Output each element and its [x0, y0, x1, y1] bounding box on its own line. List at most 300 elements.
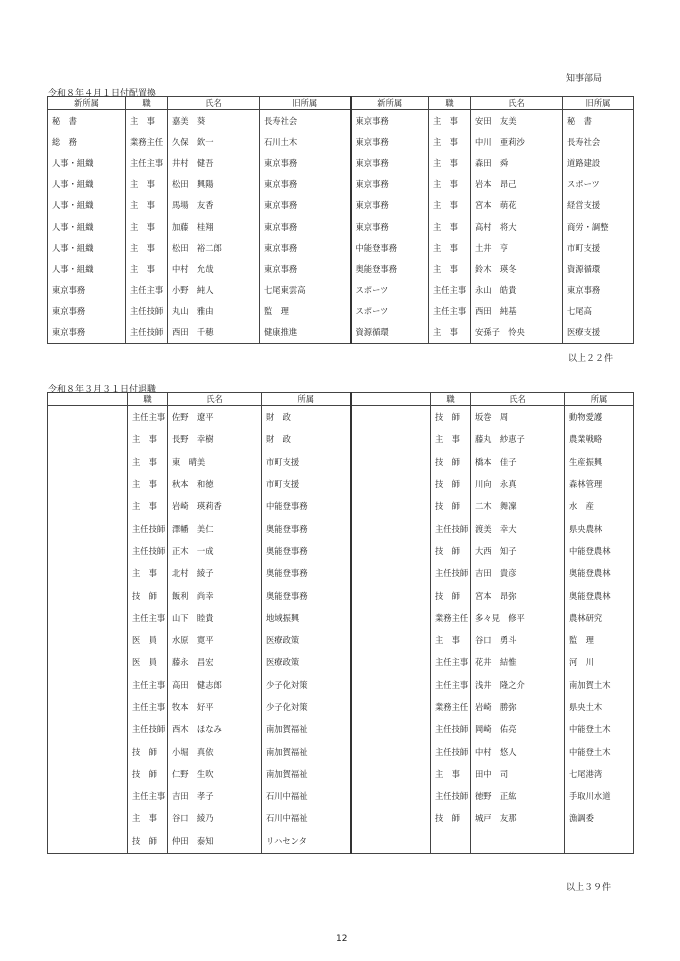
table-cell — [351, 763, 431, 785]
table-cell: 長野 幸樹 — [168, 428, 262, 450]
table-cell — [351, 830, 431, 854]
table-cell: 花井 結惟 — [471, 651, 565, 673]
table-cell — [48, 473, 128, 495]
table-cell — [431, 830, 471, 854]
table-header-row — [48, 97, 634, 110]
table-cell: スポーツ — [351, 301, 429, 322]
table-cell: 東京事務 — [351, 195, 429, 216]
table-row — [48, 495, 634, 517]
table-cell: 主 事 — [128, 562, 168, 584]
table-cell — [48, 540, 128, 562]
table-cell — [351, 718, 431, 740]
table-row — [48, 216, 634, 237]
table-cell: 澤幡 美仁 — [168, 517, 262, 539]
table-cell: 宮本 昂弥 — [471, 584, 565, 606]
table-cell: 主 事 — [126, 216, 168, 237]
table-cell: 農業戦略 — [565, 428, 634, 450]
table-cell: 主 事 — [429, 237, 471, 258]
table-cell: 東京事務 — [48, 280, 126, 301]
table-row — [48, 763, 634, 785]
table-cell: 人事・組織 — [48, 152, 126, 173]
table-cell: 人事・組織 — [48, 237, 126, 258]
table-cell: 業務主任 — [431, 607, 471, 629]
table-row — [48, 696, 634, 718]
table-cell: 奥能登事務 — [262, 540, 351, 562]
table-row — [48, 629, 634, 651]
table-cell: 主任主事 — [429, 301, 471, 322]
table-row — [48, 718, 634, 740]
table-cell — [351, 807, 431, 829]
section1-title: 令和８年４月１日付配置換 — [48, 89, 157, 99]
table-cell: 森田 舜 — [471, 152, 563, 173]
table-cell — [351, 540, 431, 562]
table-cell: 医療政策 — [262, 629, 351, 651]
table-cell: 丸山 雅由 — [168, 301, 260, 322]
table-cell: 小野 純人 — [168, 280, 260, 301]
table-cell: 正木 一成 — [168, 540, 262, 562]
table-cell: 医療政策 — [262, 651, 351, 673]
table-cell: 主 事 — [128, 473, 168, 495]
table-cell: 秘 書 — [48, 110, 126, 132]
table-cell: 主 事 — [429, 174, 471, 195]
table-cell: 少子化対策 — [262, 696, 351, 718]
table-cell: 人事・組織 — [48, 216, 126, 237]
col-header: 職 — [128, 393, 168, 406]
table-cell: 技 師 — [431, 540, 471, 562]
table-row — [48, 195, 634, 216]
table-cell: 主 事 — [126, 174, 168, 195]
table-cell: 秋本 和徳 — [168, 473, 262, 495]
table-cell: 南加賀土木 — [565, 674, 634, 696]
table-cell: 多々見 修平 — [471, 607, 565, 629]
table-cell — [351, 406, 431, 429]
table-cell: 嘉美 葵 — [168, 110, 260, 132]
table-cell: 水 産 — [565, 495, 634, 517]
table-cell: 少子化対策 — [262, 674, 351, 696]
table-cell: 二木 舞凜 — [471, 495, 565, 517]
table-cell: 主 事 — [126, 195, 168, 216]
table-cell: 技 師 — [431, 406, 471, 429]
table-cell: 人事・組織 — [48, 174, 126, 195]
table-row — [48, 322, 634, 344]
table-row — [48, 651, 634, 673]
table-cell: 技 師 — [128, 740, 168, 762]
table-cell: 安田 友美 — [471, 110, 563, 132]
table-row — [48, 237, 634, 258]
table-cell: 東京事務 — [260, 152, 351, 173]
col-header: 新所属 — [48, 97, 126, 110]
table-cell: 永山 皓貴 — [471, 280, 563, 301]
table-row — [48, 785, 634, 807]
section2-count: 以上３９件 — [566, 883, 612, 893]
table-cell: 高田 健志郎 — [168, 674, 262, 696]
table-cell: 東京事務 — [351, 131, 429, 152]
table-cell — [351, 584, 431, 606]
table-cell: 岩崎 瑛莉香 — [168, 495, 262, 517]
table-cell: 監 理 — [565, 629, 634, 651]
table-cell: 西木 ほなみ — [168, 718, 262, 740]
table-cell: 県央農林 — [565, 517, 634, 539]
table-cell — [48, 629, 128, 651]
table-cell: 東京事務 — [48, 301, 126, 322]
table-row — [48, 451, 634, 473]
table-cell: 手取川水道 — [565, 785, 634, 807]
table-cell: 主 事 — [128, 428, 168, 450]
table-cell: 奥能登事務 — [262, 517, 351, 539]
table-cell: 城戸 友那 — [471, 807, 565, 829]
table-cell: 動物愛護 — [565, 406, 634, 429]
table-cell: 農林研究 — [565, 607, 634, 629]
table-cell: 奥能登事務 — [262, 584, 351, 606]
table-cell: 山下 睦貴 — [168, 607, 262, 629]
table-cell — [351, 740, 431, 762]
table-cell — [48, 740, 128, 762]
section1-count: 以上２２件 — [568, 354, 614, 364]
table-cell: 主 事 — [128, 807, 168, 829]
table-cell: 石川中福祉 — [262, 807, 351, 829]
table-row — [48, 607, 634, 629]
table-cell — [565, 830, 634, 854]
table-cell — [351, 696, 431, 718]
table-cell: 総 務 — [48, 131, 126, 152]
table-cell: 奥能登農林 — [565, 562, 634, 584]
table-cell: 主任技師 — [128, 718, 168, 740]
table-cell: 主任主事 — [126, 152, 168, 173]
table-cell: 技 師 — [431, 495, 471, 517]
table-cell: 主 事 — [429, 195, 471, 216]
table-cell: 技 師 — [431, 473, 471, 495]
table-row — [48, 110, 634, 132]
table-cell: 主 事 — [429, 216, 471, 237]
table-cell — [48, 406, 128, 429]
table-cell: 東京事務 — [260, 174, 351, 195]
table-cell: 市町支援 — [563, 237, 634, 258]
table-cell: 技 師 — [128, 830, 168, 854]
table-cell — [351, 562, 431, 584]
table-row — [48, 674, 634, 696]
table-row — [48, 174, 634, 195]
table-row — [48, 740, 634, 762]
table-cell: 七尾東雲高 — [260, 280, 351, 301]
table-cell: 主 事 — [126, 110, 168, 132]
table-cell: 石川中福祉 — [262, 785, 351, 807]
table-cell: 主 事 — [429, 131, 471, 152]
table-cell — [48, 785, 128, 807]
table-cell: 森林管理 — [565, 473, 634, 495]
col-header: 職 — [126, 97, 168, 110]
table-cell: 主 事 — [429, 110, 471, 132]
table-cell: 東京事務 — [260, 258, 351, 279]
table-cell: 田中 司 — [471, 763, 565, 785]
table-row — [48, 131, 634, 152]
table-cell: 吉田 貴彦 — [471, 562, 565, 584]
table-cell: 主 事 — [431, 428, 471, 450]
col-header: 職 — [431, 393, 471, 406]
table-header-row — [48, 393, 634, 406]
table-cell — [48, 562, 128, 584]
table-row — [48, 473, 634, 495]
table-cell: 坂巻 周 — [471, 406, 565, 429]
table-cell: 人事・組織 — [48, 258, 126, 279]
table-cell — [48, 607, 128, 629]
table-cell — [48, 674, 128, 696]
table-row — [48, 406, 634, 429]
table-cell — [351, 495, 431, 517]
table-cell: 主任技師 — [431, 785, 471, 807]
table-row — [48, 562, 634, 584]
table-cell: 主任主事 — [431, 651, 471, 673]
table-cell: 主 事 — [128, 451, 168, 473]
table-cell: 主 事 — [429, 322, 471, 344]
table-cell: 主任主事 — [126, 280, 168, 301]
table-cell: 浅井 隆之介 — [471, 674, 565, 696]
table-cell — [351, 629, 431, 651]
col-header: 氏名 — [471, 97, 563, 110]
table-cell: 吉田 孝子 — [168, 785, 262, 807]
table-cell: 主任主事 — [431, 674, 471, 696]
table-cell: 仁野 生吹 — [168, 763, 262, 785]
table-cell — [351, 674, 431, 696]
table-cell: 資源循環 — [351, 322, 429, 344]
table-cell: 中能登土木 — [565, 718, 634, 740]
table-cell: 東京事務 — [351, 174, 429, 195]
table-cell: 渡美 幸大 — [471, 517, 565, 539]
table-cell: 長寿社会 — [260, 110, 351, 132]
table-cell: 主任主事 — [128, 406, 168, 429]
table-cell: 漁調委 — [565, 807, 634, 829]
table-cell: 人事・組織 — [48, 195, 126, 216]
table-cell: スポーツ — [351, 280, 429, 301]
table-cell: 奥能登農林 — [565, 584, 634, 606]
table-cell: 長寿社会 — [563, 131, 634, 152]
table-cell: 監 理 — [260, 301, 351, 322]
table-cell: 岡崎 佑亮 — [471, 718, 565, 740]
table-cell: 中能登事務 — [351, 237, 429, 258]
table-cell: 藤永 昌宏 — [168, 651, 262, 673]
table-cell: 地域振興 — [262, 607, 351, 629]
table-cell: 技 師 — [128, 584, 168, 606]
table-cell: 主任技師 — [126, 301, 168, 322]
table-cell: 技 師 — [431, 584, 471, 606]
table-cell: 仲田 泰知 — [168, 830, 262, 854]
col-header: 旧所属 — [563, 97, 634, 110]
table-cell: 南加賀福祉 — [262, 740, 351, 762]
table-cell: 主任主事 — [429, 280, 471, 301]
table-cell: 奥能登事務 — [262, 562, 351, 584]
table-cell: 道路建設 — [563, 152, 634, 173]
table-cell: 主 事 — [126, 237, 168, 258]
table-cell: 佐野 遼平 — [168, 406, 262, 429]
table-row — [48, 152, 634, 173]
table-cell — [351, 651, 431, 673]
table-cell: 西田 純基 — [471, 301, 563, 322]
table-cell: 主 事 — [429, 152, 471, 173]
table-cell: 七尾高 — [563, 301, 634, 322]
col-header: 旧所属 — [260, 97, 351, 110]
table-row — [48, 807, 634, 829]
table-cell: 東京事務 — [48, 322, 126, 344]
table-cell: 中能登農林 — [565, 540, 634, 562]
table-cell: 東京事務 — [563, 280, 634, 301]
table-cell: 東京事務 — [260, 216, 351, 237]
table-cell — [48, 584, 128, 606]
col-header: 所属 — [262, 393, 351, 406]
col-header: 氏名 — [168, 393, 262, 406]
table-row — [48, 540, 634, 562]
table-cell — [351, 428, 431, 450]
table-row — [48, 517, 634, 539]
table-cell: 主任技師 — [431, 740, 471, 762]
table-cell: 東京事務 — [351, 110, 429, 132]
table-row — [48, 258, 634, 279]
table-cell: 牧本 好平 — [168, 696, 262, 718]
col-header — [48, 393, 128, 406]
table-cell — [48, 807, 128, 829]
table-cell: 経営支援 — [563, 195, 634, 216]
table-row — [48, 280, 634, 301]
table-cell: 東京事務 — [351, 152, 429, 173]
col-header: 職 — [429, 97, 471, 110]
section2-title: 令和８年３月３１日付退職 — [48, 385, 157, 395]
table-cell: 松田 興陽 — [168, 174, 260, 195]
page-number: 12 — [336, 934, 348, 944]
table-row — [48, 301, 634, 322]
table-cell: 生産振興 — [565, 451, 634, 473]
table-cell: 健康推進 — [260, 322, 351, 344]
table-cell: 小堀 真依 — [168, 740, 262, 762]
table-cell: スポーツ — [563, 174, 634, 195]
table-cell: 川向 永真 — [471, 473, 565, 495]
table-cell: 医 員 — [128, 651, 168, 673]
table-cell: 東 晴美 — [168, 451, 262, 473]
table-cell: 藤丸 紗恵子 — [471, 428, 565, 450]
table-cell — [48, 517, 128, 539]
table-cell: 市町支援 — [262, 473, 351, 495]
table-cell: 河 川 — [565, 651, 634, 673]
table-cell: 主 事 — [431, 629, 471, 651]
table-cell: 馬場 友香 — [168, 195, 260, 216]
table-cell: 商労・調整 — [563, 216, 634, 237]
table-cell: 北村 綾子 — [168, 562, 262, 584]
table-cell: 鈴木 瑛冬 — [471, 258, 563, 279]
table-cell: 秘 書 — [563, 110, 634, 132]
table-cell: 主 事 — [126, 258, 168, 279]
table-cell: 主任技師 — [431, 718, 471, 740]
col-header: 所属 — [565, 393, 634, 406]
table-cell: 財 政 — [262, 406, 351, 429]
table-cell — [48, 718, 128, 740]
table-cell — [48, 696, 128, 718]
table-cell: 橋本 佳子 — [471, 451, 565, 473]
table-cell: 東京事務 — [351, 216, 429, 237]
table-cell: 市町支援 — [262, 451, 351, 473]
table-cell: 東京事務 — [260, 195, 351, 216]
table-cell: 技 師 — [431, 451, 471, 473]
table-cell: 業務主任 — [126, 131, 168, 152]
table-cell: 徳野 正紘 — [471, 785, 565, 807]
table-cell: 主 事 — [429, 258, 471, 279]
table-cell: 主任主事 — [128, 785, 168, 807]
table-cell: 中能登土木 — [565, 740, 634, 762]
table-cell: 飯利 尚幸 — [168, 584, 262, 606]
table-cell — [351, 607, 431, 629]
retirement-table — [47, 392, 634, 854]
table-cell: 主 事 — [128, 495, 168, 517]
table-cell — [471, 830, 565, 854]
table-cell: 主任主事 — [128, 607, 168, 629]
table-cell: 谷口 綾乃 — [168, 807, 262, 829]
table-cell — [48, 495, 128, 517]
col-header: 氏名 — [471, 393, 565, 406]
table-cell: 土井 亨 — [471, 237, 563, 258]
table-cell — [48, 451, 128, 473]
table-cell: 高村 将大 — [471, 216, 563, 237]
table-cell: 中村 允哉 — [168, 258, 260, 279]
transfer-table — [47, 96, 634, 344]
table-cell: リハセンタ — [262, 830, 351, 854]
table-cell: 加藤 桂翔 — [168, 216, 260, 237]
col-header: 氏名 — [168, 97, 260, 110]
table-cell — [351, 473, 431, 495]
table-cell: 主任技師 — [431, 562, 471, 584]
table-cell: 中村 悠人 — [471, 740, 565, 762]
table-cell — [351, 451, 431, 473]
table-cell: 久保 欽一 — [168, 131, 260, 152]
table-cell: 医 員 — [128, 629, 168, 651]
table-cell — [48, 651, 128, 673]
table-cell — [48, 830, 128, 854]
table-cell: 主任技師 — [126, 322, 168, 344]
table-cell: 技 師 — [431, 807, 471, 829]
table-cell: 大西 知子 — [471, 540, 565, 562]
table-cell: 七尾港湾 — [565, 763, 634, 785]
table-cell — [48, 763, 128, 785]
table-cell: 主任技師 — [128, 517, 168, 539]
table-cell: 岩崎 勝弥 — [471, 696, 565, 718]
table-cell: 石川土木 — [260, 131, 351, 152]
table-cell — [351, 785, 431, 807]
table-cell: 南加賀福祉 — [262, 763, 351, 785]
table-cell: 主任技師 — [431, 517, 471, 539]
table-cell: 宮本 萌花 — [471, 195, 563, 216]
table-cell: 東京事務 — [260, 237, 351, 258]
col-header: 新所属 — [351, 97, 429, 110]
table-cell: 西田 千穂 — [168, 322, 260, 344]
table-cell: 業務主任 — [431, 696, 471, 718]
table-cell: 安孫子 怜央 — [471, 322, 563, 344]
col-header — [351, 393, 431, 406]
table-cell: 水原 寛平 — [168, 629, 262, 651]
table-cell: 南加賀福祉 — [262, 718, 351, 740]
table-cell: 財 政 — [262, 428, 351, 450]
table-cell: 県央土木 — [565, 696, 634, 718]
table-cell: 技 師 — [128, 763, 168, 785]
table-cell: 松田 裕二郎 — [168, 237, 260, 258]
table-cell: 井村 健吾 — [168, 152, 260, 173]
table-cell: 主任主事 — [128, 674, 168, 696]
department-label: 知事部局 — [566, 74, 603, 84]
table-row — [48, 830, 634, 854]
table-cell: 資源循環 — [563, 258, 634, 279]
table-row — [48, 428, 634, 450]
table-cell: 中能登事務 — [262, 495, 351, 517]
table-cell — [351, 517, 431, 539]
table-cell: 奥能登事務 — [351, 258, 429, 279]
table-cell: 医療支援 — [563, 322, 634, 344]
table-cell: 谷口 勇斗 — [471, 629, 565, 651]
table-cell — [48, 428, 128, 450]
table-cell: 岩本 昂己 — [471, 174, 563, 195]
